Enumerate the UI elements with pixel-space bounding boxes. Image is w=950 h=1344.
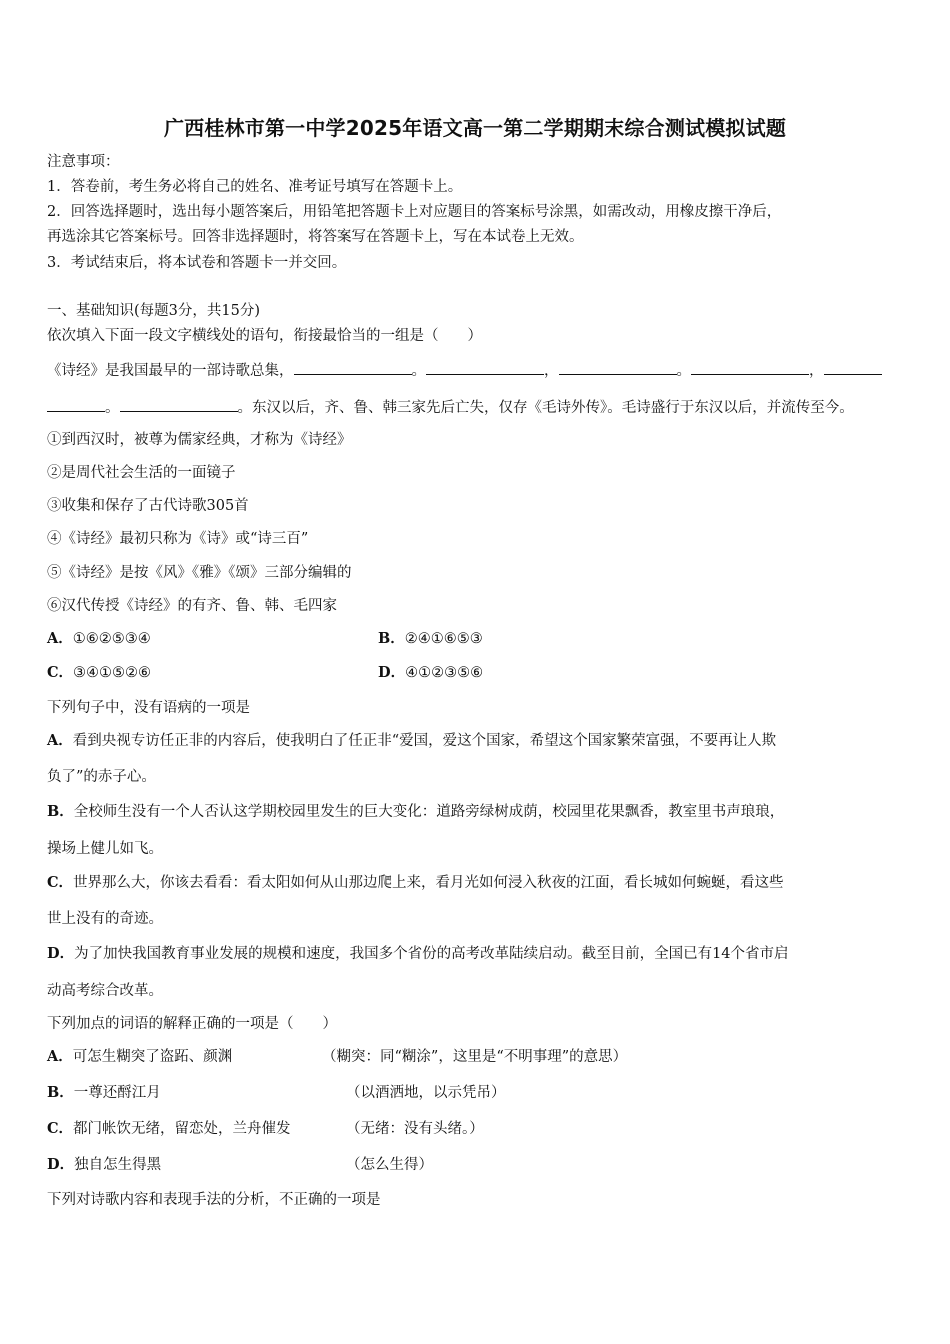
option-label: D． — [47, 1156, 75, 1173]
option-label: A． — [47, 1048, 73, 1065]
section-heading: 一、基础知识(每题3分，共15分) — [47, 303, 260, 319]
option-label: D． — [378, 664, 406, 681]
option-a[interactable] — [47, 629, 151, 649]
list-item: ⑤《诗经》是按《风》《雅》《颂》三部分编辑的 — [47, 565, 352, 581]
option-label: D． — [47, 945, 75, 962]
option-text-continued: 操场上健儿如飞。 — [47, 841, 163, 857]
option-label: C． — [47, 664, 74, 681]
list-item: ①到西汉时，被尊为儒家经典，才称为《诗经》 — [47, 432, 352, 448]
option-c[interactable] — [47, 663, 151, 683]
list-item: ②是周代社会生活的一面镜子 — [47, 465, 236, 481]
option-b[interactable] — [378, 629, 483, 649]
option-text: 为了加快我国教育事业发展的规模和速度，我国多个省份的高考改革陆续启动。截至目前，全国已有14个省市启 — [74, 946, 789, 962]
option-text: 一尊还酹江月 — [73, 1085, 161, 1101]
list-item: ⑥汉代传授《诗经》的有齐、鲁、韩、毛四家 — [47, 598, 337, 614]
option-a[interactable] — [47, 1047, 232, 1067]
answer-blank — [47, 397, 105, 412]
option-note: （糊突：同“糊涂”，这里是“不明事理”的意思） — [322, 1049, 628, 1065]
option-c[interactable] — [47, 873, 784, 893]
answer-blank — [426, 360, 544, 375]
option-d[interactable] — [47, 1155, 161, 1175]
blank-separator: 。 — [676, 363, 691, 379]
option-d[interactable] — [47, 944, 789, 964]
option-label: C． — [47, 874, 74, 891]
option-b[interactable] — [47, 1083, 161, 1103]
passage-line — [47, 397, 854, 418]
option-c[interactable] — [47, 1119, 291, 1139]
option-label: A． — [47, 732, 73, 749]
option-a[interactable] — [47, 731, 776, 751]
blank-separator: 。 — [105, 400, 120, 416]
question-stem: 依次填入下面一段文字横线处的语句，衔接最恰当的一组是（ ） — [47, 328, 482, 344]
option-text: ③④①⑤②⑥ — [73, 665, 152, 681]
notice-item: 3．考试结束后，将本试卷和答题卡一并交回。 — [47, 255, 347, 271]
option-text: 都门帐饮无绪，留恋处，兰舟催发 — [73, 1121, 291, 1137]
answer-blank — [559, 360, 677, 375]
notice-item: 再选涂其它答案标号。回答非选择题时，将答案写在答题卡上，写在本试卷上无效。 — [47, 229, 584, 245]
option-text: 独自怎生得黑 — [74, 1157, 162, 1173]
answer-blank — [824, 360, 882, 375]
option-text: ②④①⑥⑤③ — [404, 631, 483, 647]
option-note: （以酒洒地，以示凭吊） — [346, 1085, 506, 1101]
option-label: B． — [378, 630, 405, 647]
notice-heading: 注意事项： — [47, 154, 120, 170]
option-label: A． — [47, 630, 73, 647]
option-note: （无绪：没有头绪。） — [346, 1121, 484, 1137]
answer-blank — [691, 360, 809, 375]
question-stem: 下列句子中，没有语病的一项是 — [47, 700, 250, 716]
page-title: 广西桂林市第一中学2025年语文高一第二学期期末综合测试模拟试题 — [163, 116, 787, 140]
question-stem: 下列对诗歌内容和表现手法的分析，不正确的一项是 — [47, 1192, 381, 1208]
option-label: B． — [47, 1084, 74, 1101]
option-text-continued: 世上没有的奇迹。 — [47, 911, 163, 927]
answer-blank — [120, 397, 238, 412]
option-label: C． — [47, 1120, 74, 1137]
option-label: B． — [47, 803, 74, 820]
notice-item: 1．答卷前，考生务必将自己的姓名、准考证号填写在答题卡上。 — [47, 179, 463, 195]
question-stem: 下列加点的词语的解释正确的一项是（ ） — [47, 1016, 337, 1032]
option-text-continued: 动高考综合改革。 — [47, 983, 163, 999]
option-text: 全校师生没有一个人否认这学期校园里发生的巨大变化：道路旁绿树成荫，校园里花果飘香，教室里书声琅琅， — [73, 804, 785, 820]
option-note: （怎么生得） — [346, 1157, 433, 1173]
answer-blank — [294, 360, 412, 375]
option-text: ④①②③⑤⑥ — [405, 665, 484, 681]
passage-line — [47, 360, 882, 381]
list-item: ④《诗经》最初只称为《诗》或“诗三百” — [47, 531, 309, 547]
list-item: ③收集和保存了古代诗歌305首 — [47, 498, 249, 514]
notice-item: 2．回答选择题时，选出每小题答案后，用铅笔把答题卡上对应题目的答案标号涂黑，如需改动，用橡皮擦干净后， — [47, 204, 782, 220]
blank-separator: ， — [809, 363, 824, 379]
passage-text: 《诗经》是我国最早的一部诗歌总集， — [47, 363, 294, 379]
option-text: 可怎生糊突了盗跖、颜渊 — [72, 1049, 233, 1065]
option-text: ①⑥②⑤③④ — [72, 631, 151, 647]
option-text: 看到央视专访任正非的内容后，使我明白了任正非“爱国，爱这个国家，希望这个国家繁荣富强，不要再让人欺 — [72, 733, 777, 749]
option-d[interactable] — [378, 663, 483, 683]
blank-separator: ， — [544, 363, 559, 379]
option-text-continued: 负了”的赤子心。 — [47, 769, 156, 785]
passage-text: 。东汉以后，齐、鲁、韩三家先后亡失，仅存《毛诗外传》。毛诗盛行于东汉以后，并流传至今。 — [237, 400, 854, 416]
option-b[interactable] — [47, 802, 784, 822]
option-text: 世界那么大，你该去看看：看太阳如何从山那边爬上来，看月光如何浸入秋夜的江面，看长城如何蜿蜒，看这些 — [73, 875, 784, 891]
blank-separator: 。 — [411, 363, 426, 379]
